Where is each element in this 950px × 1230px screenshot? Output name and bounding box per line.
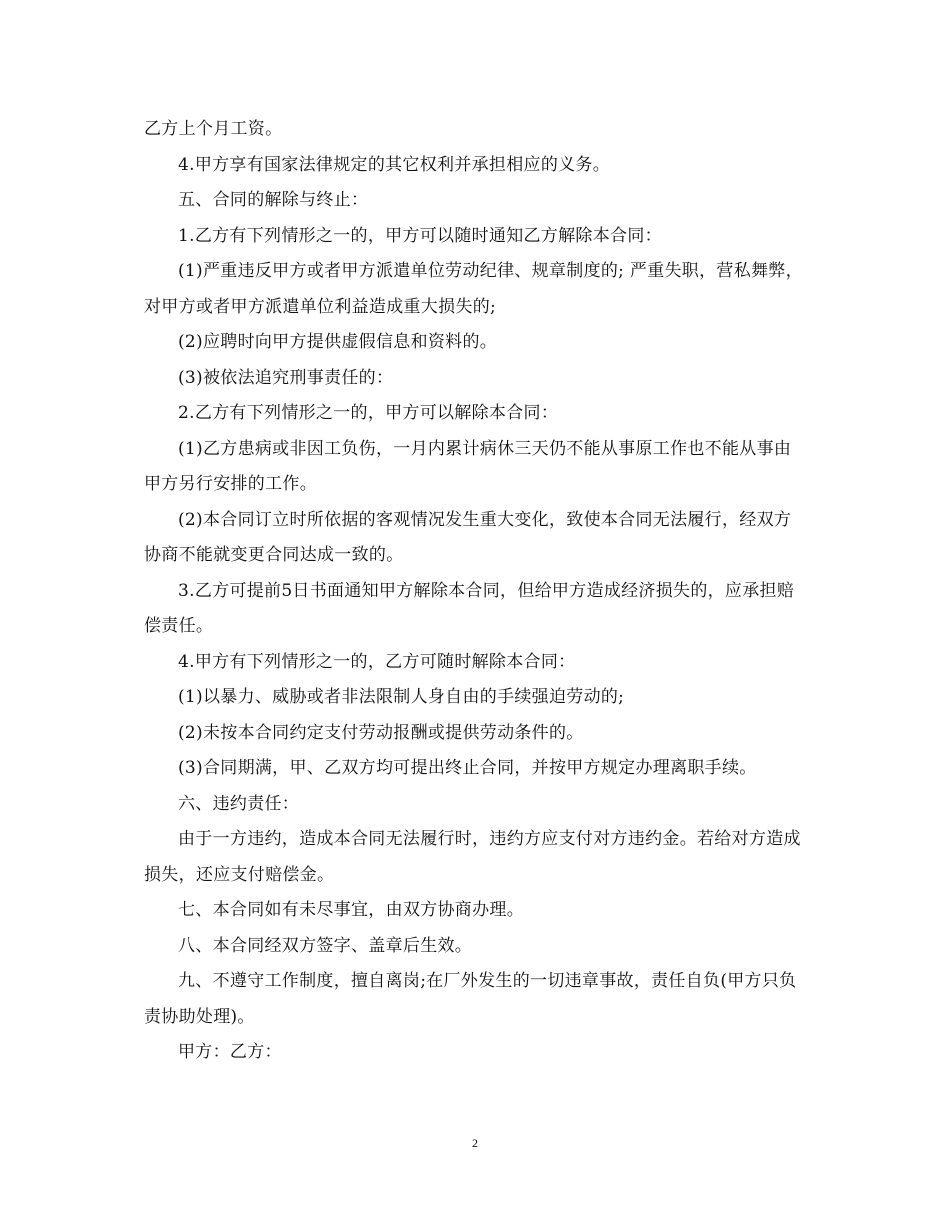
paragraph: 4.甲方有下列情形之一的，乙方可随时解除本合同： <box>178 651 576 672</box>
section-heading: 八、本合同经双方签字、盖章后生效。 <box>178 935 473 956</box>
paragraph: (1)以暴力、威胁或者非法限制人身自由的手续强迫劳动的; <box>178 687 625 707</box>
paragraph: (2)应聘时向甲方提供虚假信息和资料的。 <box>178 332 498 352</box>
paragraph: (1)严重违反甲方或者甲方派遣单位劳动纪律、规章制度的; 严重失职，营私舞弊，对甲方或者甲方派遣单位利益造成重大损失的; <box>144 261 803 317</box>
signature-line: 甲方：乙方： <box>178 1042 282 1062</box>
section-heading: 九、不遵守工作制度，擅自离岗;在厂外发生的一切违章事故，责任自负(甲方只负责协助处理)。 <box>144 971 797 1027</box>
paragraph: (3)合同期满，甲、乙双方均可提出终止合同，并按甲方规定办理离职手续。 <box>178 758 757 778</box>
paragraph: (1)乙方患病或非因工负伤，一月内累计病休三天仍不能从事原工作也不能从事由甲方另行安排的工作。 <box>144 438 792 494</box>
paragraph: 1.乙方有下列情形之一的，甲方可以随时通知乙方解除本合同： <box>178 225 662 246</box>
paragraph: 2.乙方有下列情形之一的，甲方可以解除本合同： <box>178 403 559 423</box>
paragraph: 由于一方违约，造成本合同无法履行时，违约方应支付对方违约金。若给对方造成损失，还应支付赔偿金。 <box>144 829 801 885</box>
section-heading: 七、本合同如有未尽事宜，由双方协商办理。 <box>178 900 524 920</box>
paragraph: (2)本合同订立时所依据的客观情况发生重大变化，致使本合同无法履行，经双方协商不能就变更合同达成一致的。 <box>144 509 792 565</box>
page-number: 2 <box>472 1136 478 1150</box>
section-heading: 五、合同的解除与终止： <box>178 190 369 210</box>
paragraph: (3)被依法追究刑事责任的： <box>178 367 394 388</box>
paragraph: 4.甲方享有国家法律规定的其它权利并承担相应的义务。 <box>178 154 611 175</box>
section-heading: 六、违约责任： <box>178 793 300 814</box>
document-body <box>144 112 808 1071</box>
paragraph: 乙方上个月工资。 <box>144 119 283 139</box>
paragraph: 3.乙方可提前5日书面通知甲方解除本合同，但给甲方造成经济损失的，应承担赔偿责任。 <box>144 580 795 636</box>
paragraph: (2)未按本合同约定支付劳动报酬或提供劳动条件的。 <box>178 722 584 743</box>
